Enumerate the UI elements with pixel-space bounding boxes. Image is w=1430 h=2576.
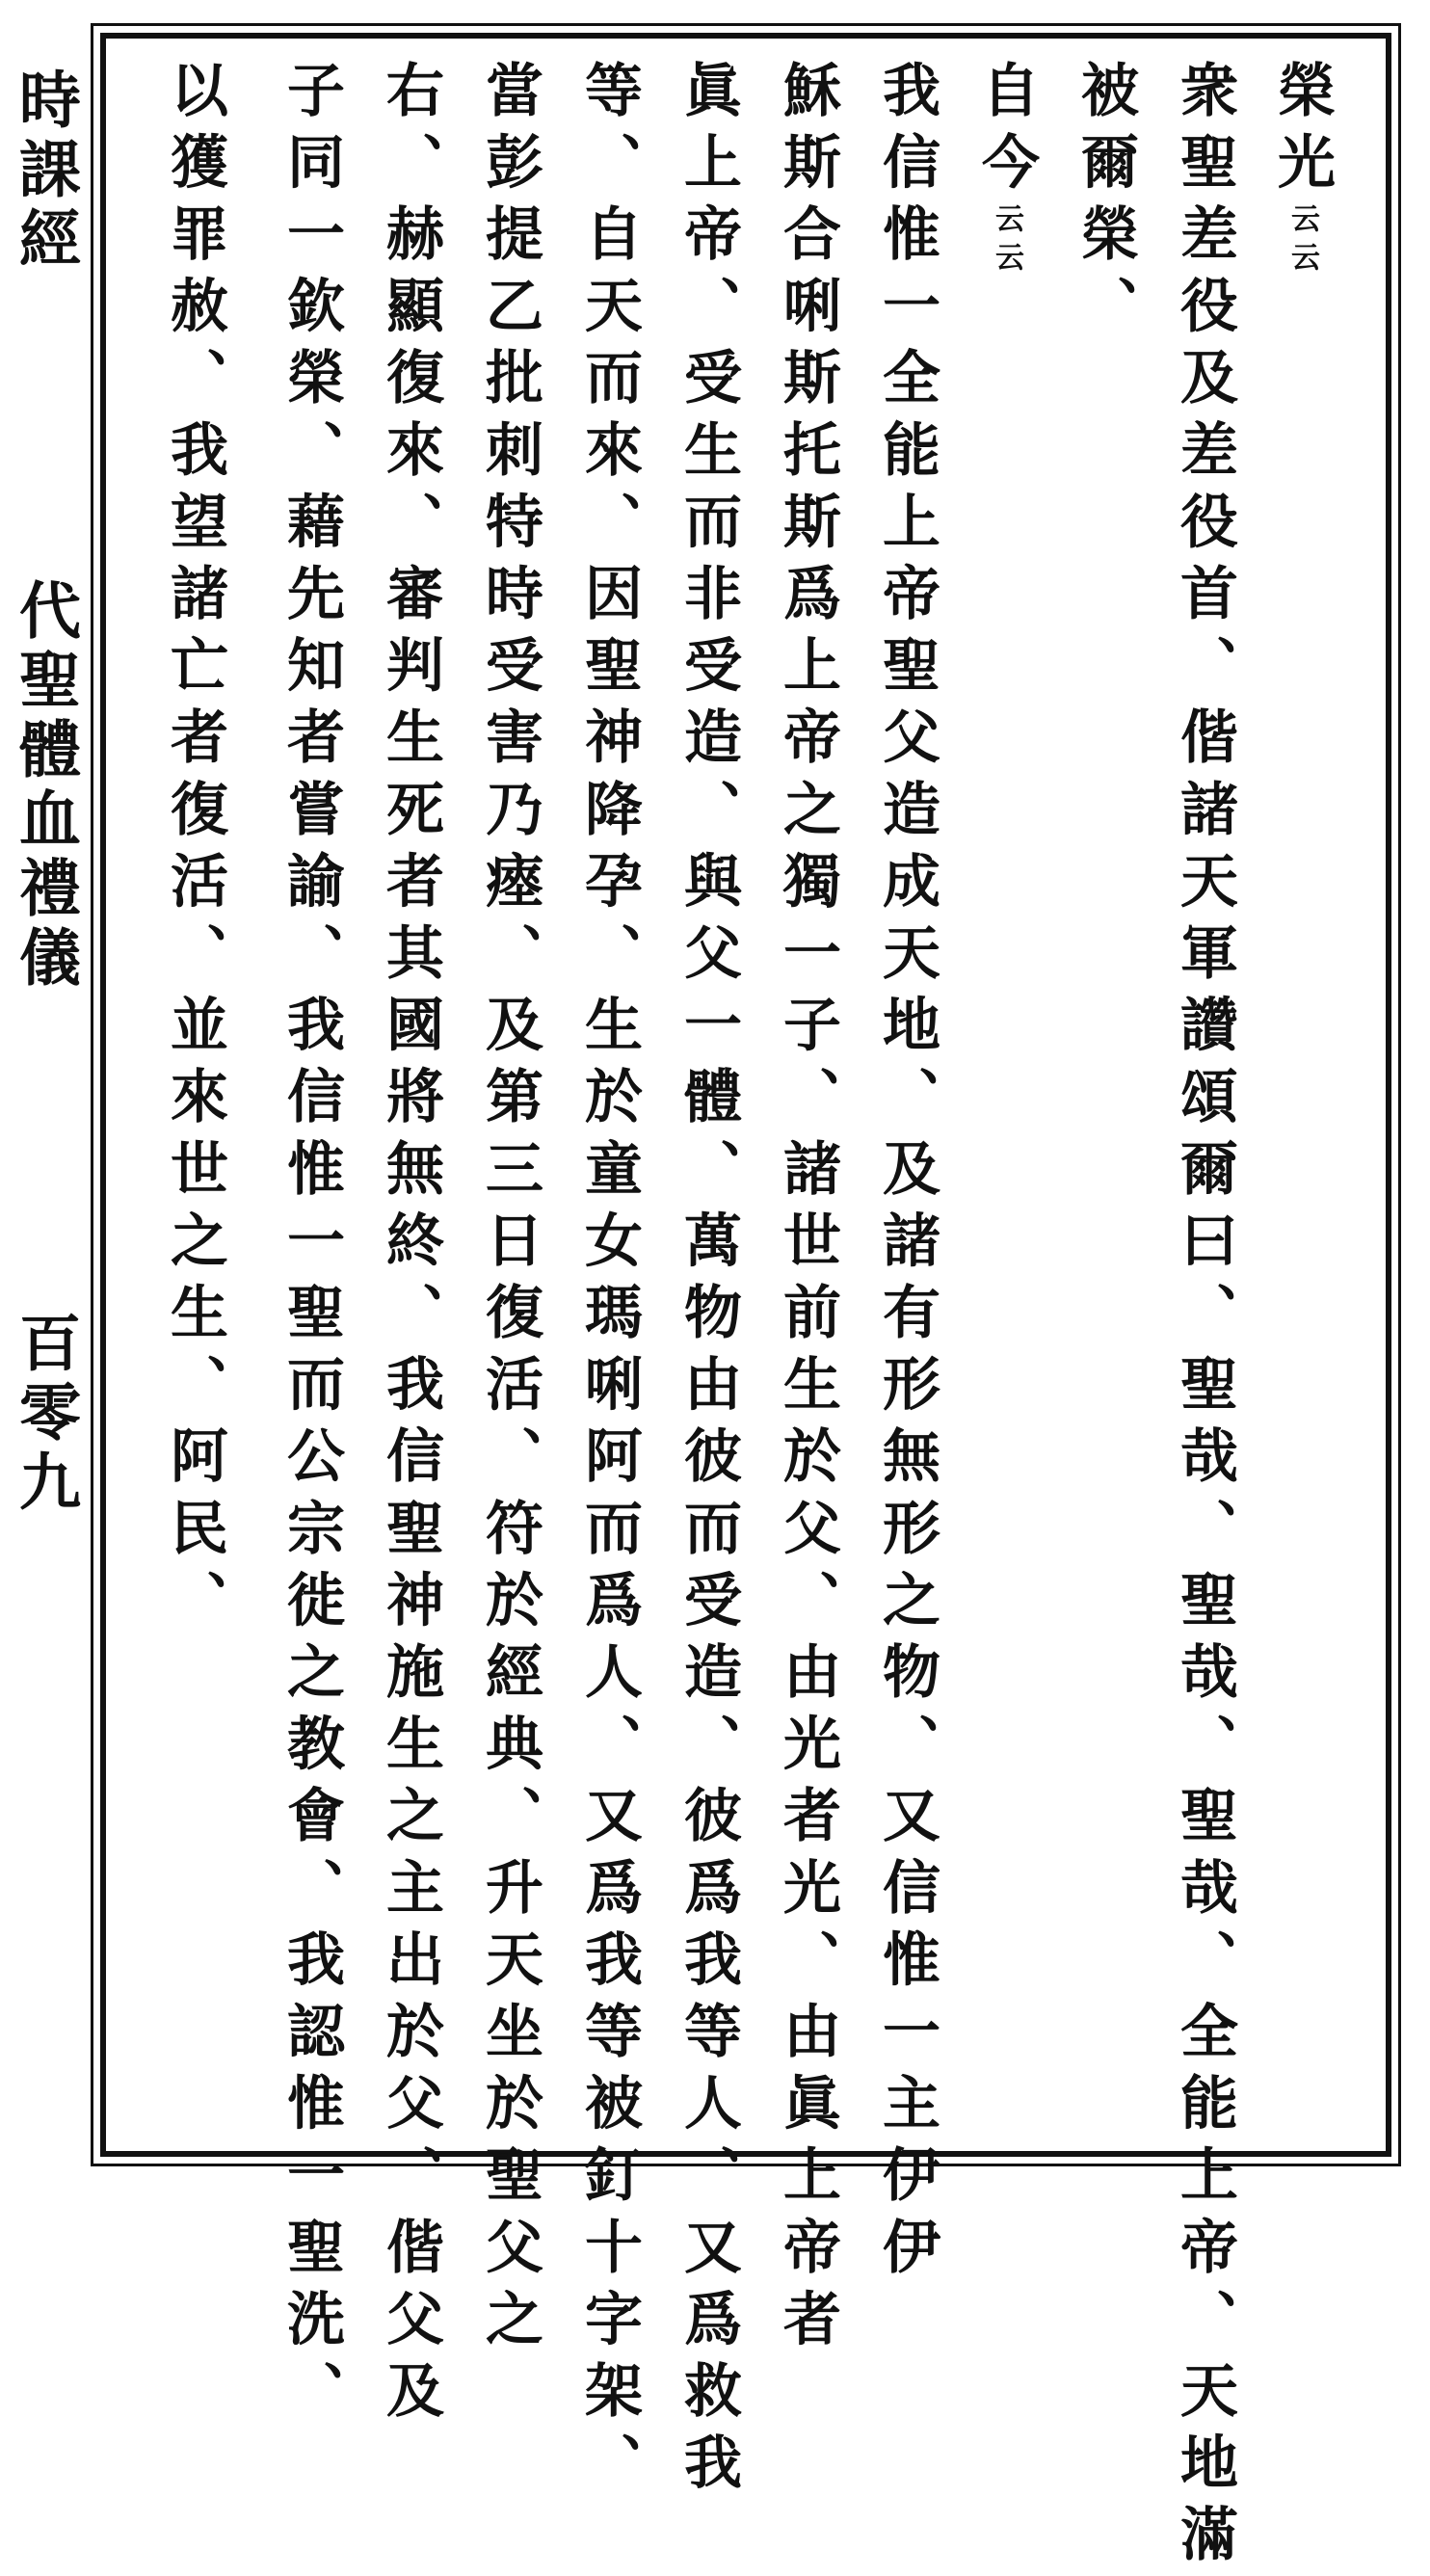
column-text: 子同一欽榮、藉先知者嘗諭、我信惟一聖而公宗徙之教會、我認惟一聖洗、 bbox=[278, 60, 345, 2432]
column-text: 我信惟一全能上帝聖父造成天地、及諸有形無形之物、又信惟一主伊伊 bbox=[873, 60, 940, 2289]
text-column-4 bbox=[972, 60, 1040, 281]
column-small-text: 云云 bbox=[1285, 203, 1319, 281]
text-column-6 bbox=[774, 60, 841, 2361]
text-column-9 bbox=[476, 60, 543, 2361]
column-text: 當彭提乙批刺特時受害乃瘞、及第三日復活、符於經典、升天坐於聖父之 bbox=[476, 60, 543, 2361]
text-column-2 bbox=[1171, 60, 1238, 2576]
text-column-7 bbox=[675, 60, 742, 2505]
text-column-5 bbox=[873, 60, 940, 2289]
text-column-8 bbox=[575, 60, 643, 2505]
column-small-text: 云云 bbox=[990, 203, 1023, 281]
text-column-10 bbox=[377, 60, 444, 2432]
column-text: 以獲罪赦、我望諸亡者復活、並來世之生、阿民、 bbox=[161, 60, 228, 1642]
column-text: 等、自天而來、因聖神降孕、生於童女瑪唎阿而爲人、又爲我等被釘十字架、 bbox=[575, 60, 643, 2505]
text-column-3 bbox=[1072, 60, 1139, 348]
page-number: 百零九 bbox=[9, 1311, 81, 1519]
column-text: 自今 bbox=[972, 60, 1040, 204]
column-text: 右、赫顯復來、審判生死者其國將無終、我信聖神施生之主出於父、偕父及 bbox=[377, 60, 444, 2432]
column-text: 眞上帝、受生而非受造、與父一體、萬物由彼而受造、彼爲我等人、又爲救我 bbox=[675, 60, 742, 2505]
margin-column bbox=[9, 67, 83, 2139]
text-column-1 bbox=[1268, 60, 1336, 281]
column-text: 穌斯合唎斯托斯爲上帝之獨一子、諸世前生於父、由光者光、由眞上帝者 bbox=[774, 60, 841, 2361]
section-title: 代聖體血禮儀 bbox=[9, 578, 81, 995]
text-column-12 bbox=[161, 60, 228, 1642]
column-text: 榮光 bbox=[1268, 60, 1336, 204]
book-title: 時課經 bbox=[9, 67, 81, 276]
column-text: 被爾榮、 bbox=[1072, 60, 1139, 348]
column-text: 衆聖差役及差役首、偕諸天軍讚頌爾曰、聖哉、聖哉、聖哉、全能上帝、天地滿 bbox=[1171, 60, 1238, 2576]
text-column-11 bbox=[278, 60, 345, 2432]
